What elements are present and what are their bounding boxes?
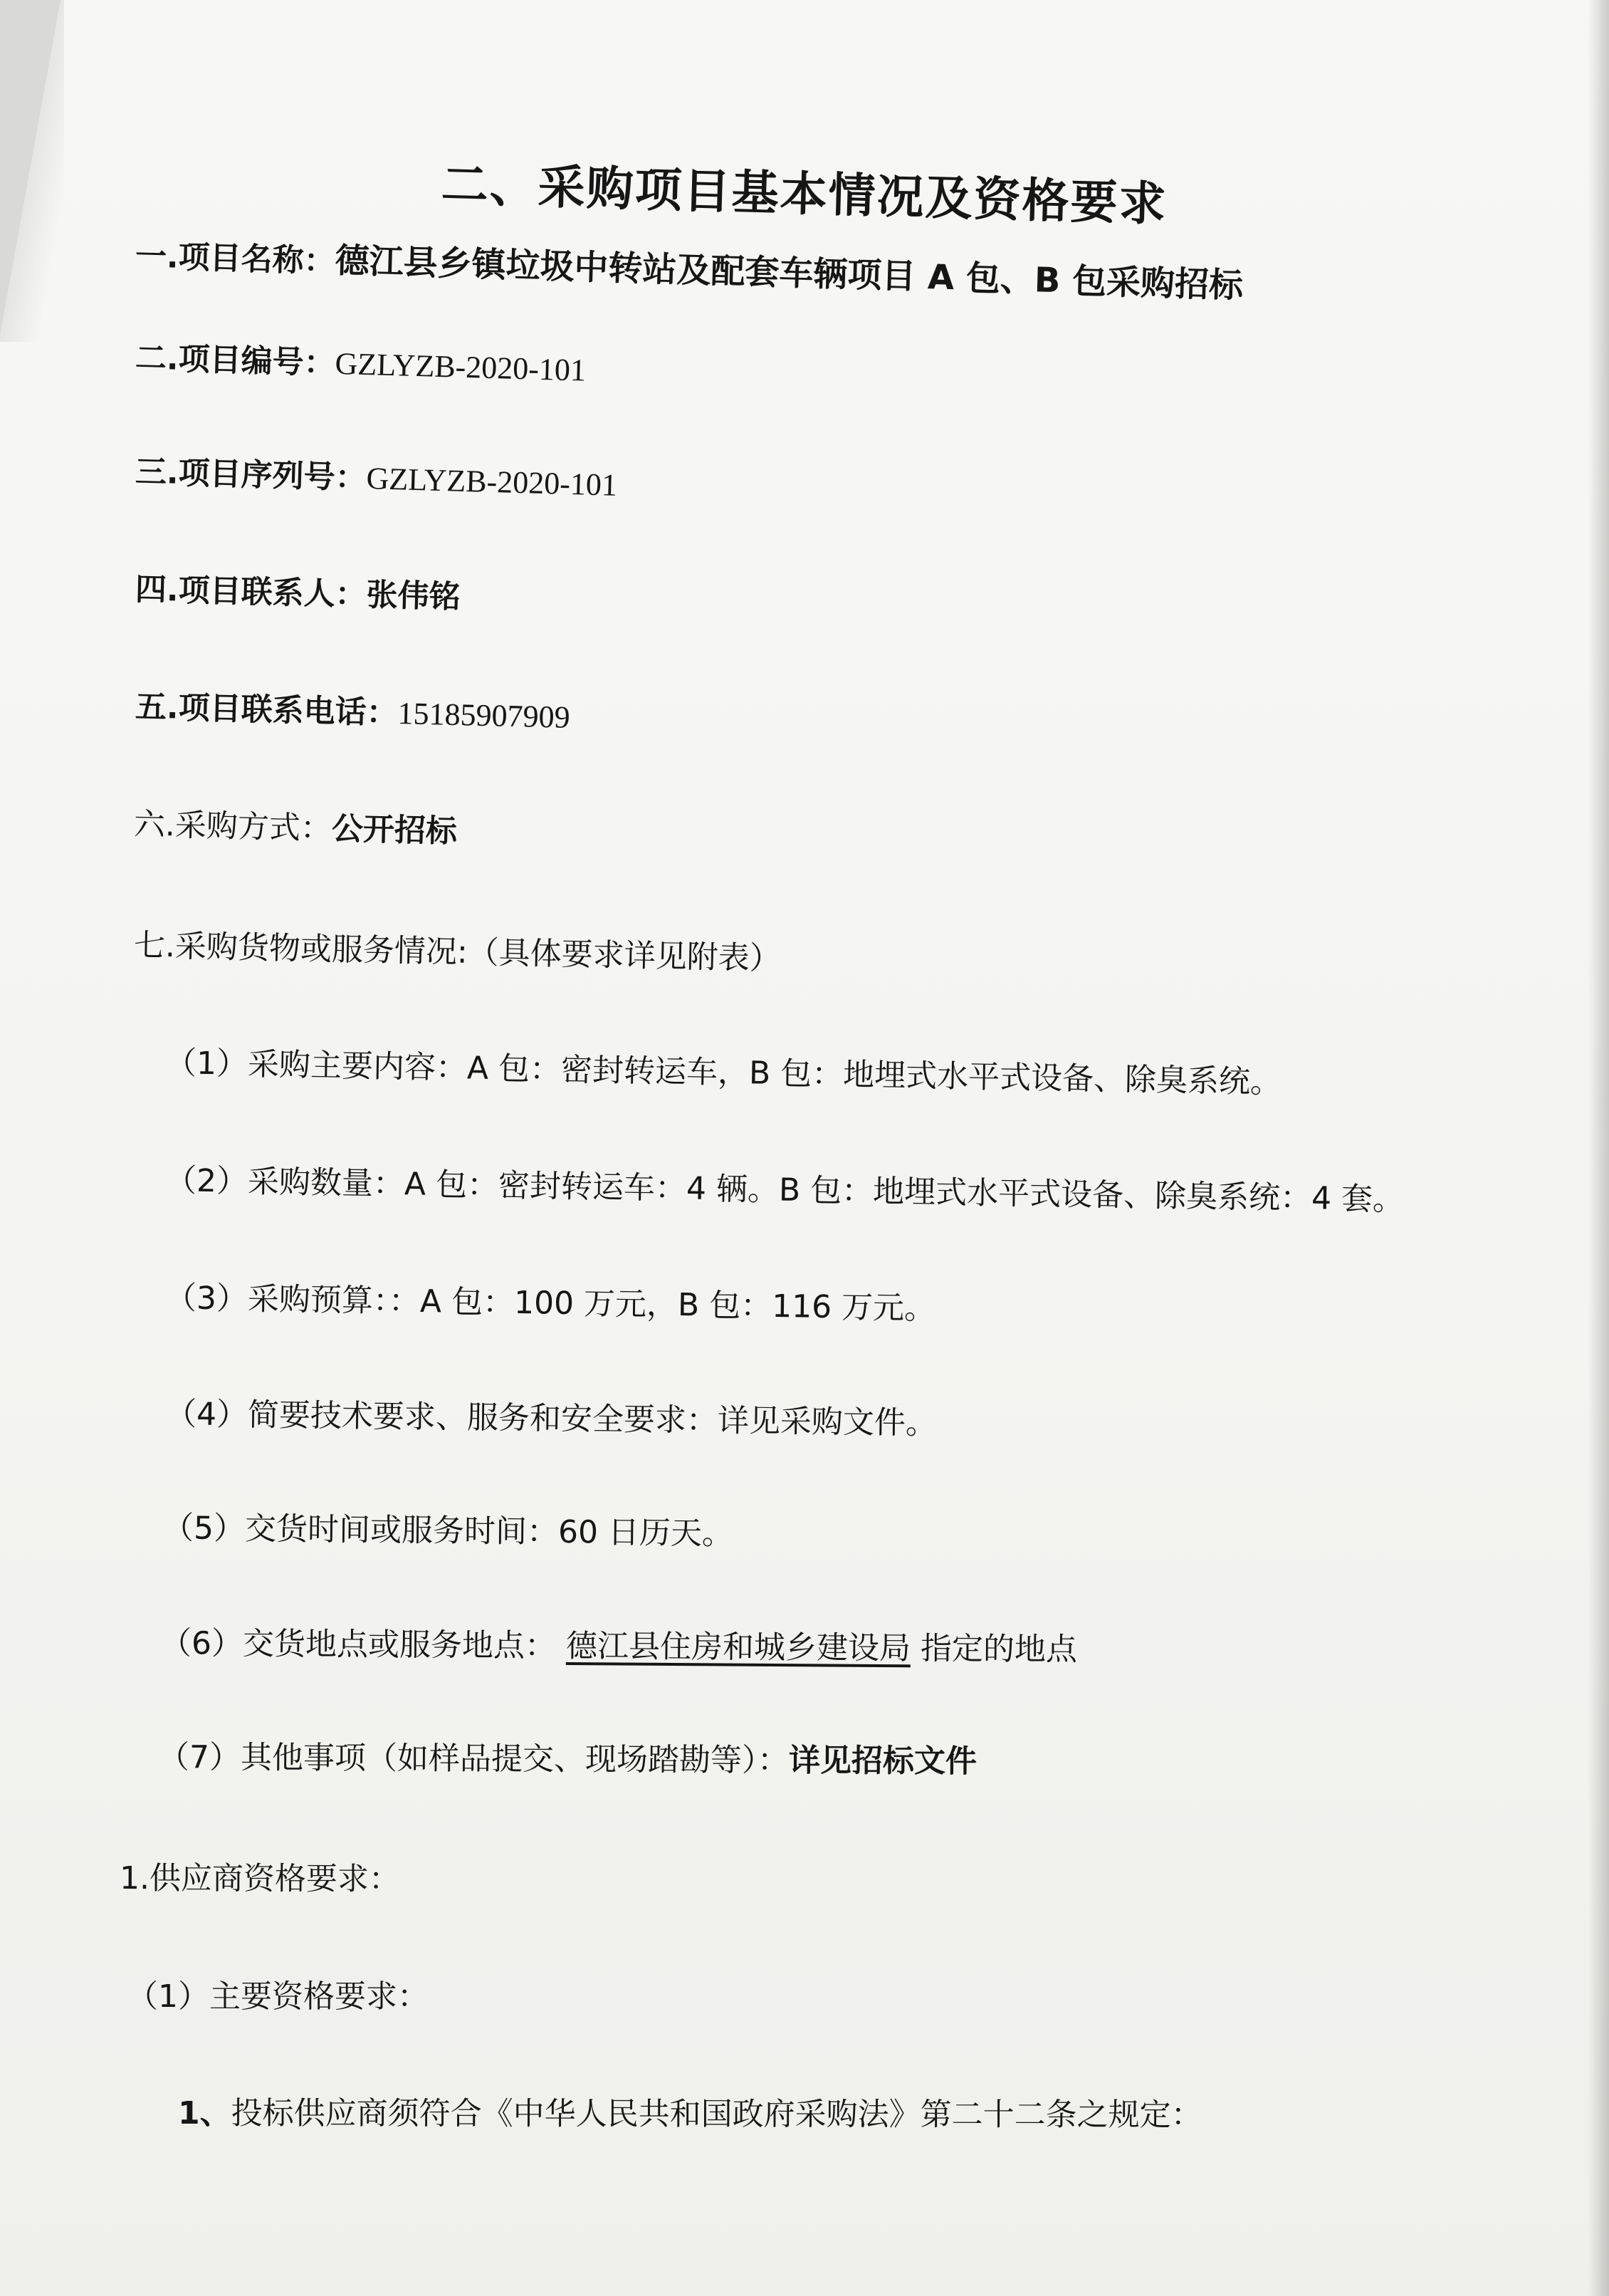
sub-item-quantity (165, 1161, 1405, 1220)
project-name-label: 一.项目名称： (135, 238, 336, 280)
sub-item-value: A 包：密封转运车，B 包：地埋式水平式设备、除臭系统。 (466, 1050, 1282, 1101)
section-title: 二、采购项目基本情况及资格要求 (440, 157, 1168, 232)
procurement-method-line (133, 805, 457, 852)
qualification-subheading: （1）主要资格要求： (127, 1978, 429, 2015)
project-phone-label: 五.项目联系电话： (135, 689, 399, 732)
sub-item-label: （5）交货时间或服务时间： (162, 1510, 559, 1550)
sub-item-value: ：A 包：100 万元，B 包：116 万元。 (388, 1283, 936, 1327)
sub-item-delivery-time (162, 1508, 734, 1554)
sub-item-other-matters (158, 1738, 977, 1782)
project-name-line (135, 235, 1244, 307)
project-number-line (135, 338, 586, 391)
project-number-label: 二.项目编号： (135, 340, 336, 382)
project-phone-line (135, 687, 570, 738)
project-contact-line (135, 570, 461, 617)
procurement-method-label: 六.采购方式： (133, 806, 332, 847)
sub-item-main-content (165, 1043, 1282, 1102)
goods-services-label: 七.采购货物或服务情况: (133, 927, 468, 971)
goods-services-line (133, 926, 781, 979)
project-contact-label: 四.项目联系人： (135, 571, 367, 613)
sub-item-label: （3）采购预算： (164, 1280, 389, 1320)
qualification-heading: 1.供应商资格要求： (119, 1860, 401, 1898)
sub-item-value: 60 日历天。 (557, 1513, 734, 1553)
goods-services-value: （具体要求详见附表） (467, 934, 782, 978)
project-serial-value: GZLYZB-2020-101 (365, 461, 618, 503)
project-phone-value: 15185907909 (397, 696, 571, 735)
page-folded-corner (0, 0, 61, 335)
sub-item-value: 德江县住房和城乡建设局 (565, 1627, 911, 1667)
procurement-method-value: 公开招标 (331, 810, 458, 850)
sub-item-label: （1）采购主要内容： (164, 1045, 468, 1087)
sub-item-value: A 包：密封转运车：4 辆。B 包：地埋式水平式设备、除臭系统：4 套。 (404, 1166, 1405, 1219)
sub-item-label: （2）采购数量： (164, 1162, 405, 1203)
sub-item-delivery-place (160, 1624, 1077, 1670)
sub-item-value: 详见采购文件。 (717, 1402, 938, 1442)
qualification-item-number: 1、 (177, 2095, 231, 2132)
qualification-item-text: 投标供应商须符合《中华人民共和国政府采购法》第二十二条之规定： (231, 2095, 1202, 2134)
project-number-value: GZLYZB-2020-101 (334, 345, 587, 388)
page-edge-shadow (1588, 0, 1609, 2296)
sub-item-budget (165, 1278, 936, 1329)
project-name-value: 德江县乡镇垃圾中转站及配套车辆项目 A 包、B 包采购招标 (334, 240, 1244, 306)
sub-item-label: （7）其他事项（如样品提交、现场踏勘等）： (157, 1739, 790, 1779)
sub-item-tech-requirements (165, 1394, 938, 1444)
project-serial-line (135, 452, 617, 506)
project-serial-label: 三.项目序列号： (135, 454, 367, 497)
sub-item-suffix: 指定的地点 (920, 1630, 1078, 1668)
sub-item-label: （6）交货地点或服务地点： (159, 1625, 557, 1664)
project-contact-value: 张伟铭 (366, 576, 461, 616)
sub-item-label: （4）简要技术要求、服务和安全要求： (164, 1396, 718, 1439)
sub-item-value: 详见招标文件 (788, 1742, 978, 1780)
qualification-item-1 (178, 2094, 1202, 2136)
